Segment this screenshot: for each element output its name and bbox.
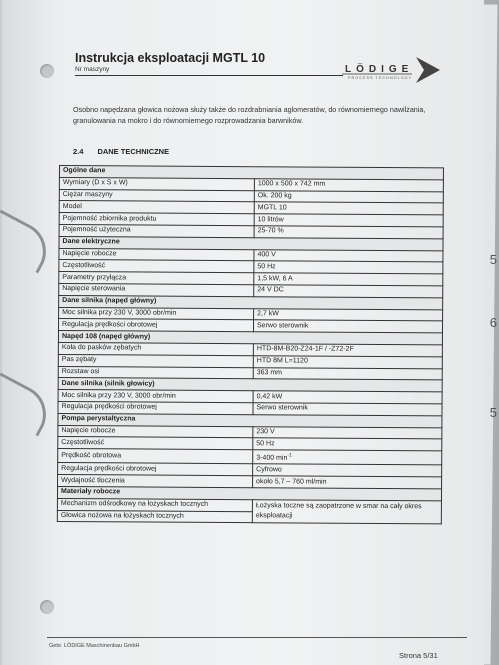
speed-unit-exponent: -1	[287, 452, 292, 459]
row-label: Częstotliwość	[59, 260, 254, 273]
row-label: Mechanizm odśrodkowy na łożyskach tocznych	[57, 498, 252, 511]
row-value: 400 V	[254, 249, 443, 262]
edge-mark: 5	[489, 252, 497, 267]
row-label: Napięcie sterowania	[59, 283, 254, 296]
row-label: Wymiary (D x S x W)	[59, 177, 254, 190]
row-label: Rozstaw osi	[58, 366, 253, 379]
section-motor-main: Dane silnika (napęd główny)	[59, 295, 443, 309]
row-value: HTD 8M L=1120	[253, 355, 442, 368]
edge-mark: 5	[489, 405, 497, 420]
row-value: 1,5 kW, 6 A	[254, 273, 443, 286]
section-title: DANE TECHNICZNE	[97, 147, 170, 156]
row-value: około 5,7 – 760 ml/min	[253, 476, 442, 489]
section-number: 2.4	[73, 147, 84, 156]
row-value: 1000 x 500 x 742 mm	[254, 178, 443, 191]
row-label: Model	[59, 201, 254, 214]
row-label: Częstotliwość	[58, 437, 253, 450]
row-label: Parametry przyłącza	[59, 272, 254, 285]
row-label: Moc silnika przy 230 V, 3000 obr/min	[59, 307, 254, 320]
row-value: Serwo sterownik	[253, 403, 442, 416]
footer-rule	[47, 637, 467, 638]
row-label: Pojemność zbiornika produktu	[59, 213, 254, 226]
row-value	[253, 450, 442, 465]
binder-ring	[0, 372, 56, 436]
speed-value: 3-400 min	[256, 454, 288, 462]
document-title: Instrukcja eksploatacji MGTL 10	[75, 51, 266, 65]
row-label: Napięcie robocze	[58, 425, 253, 438]
intro-paragraph: Osobno napędzana głowica nożowa służy także do rozdrabniania aglomeratów, do równomiernego nawilżania, granulowania na mokro i do równomiernego rozprowadzania barwników.	[73, 105, 426, 125]
technical-data-table	[57, 165, 444, 525]
row-label: Napięcie robocze	[59, 248, 254, 261]
row-value: 24 V DC	[254, 285, 443, 298]
machine-number-label: Nr maszyny	[75, 66, 110, 73]
row-label: Prędkość obrotowa	[58, 449, 253, 465]
document-page	[2, 0, 484, 665]
section-pump: Pompa perystaltyczna	[58, 413, 442, 427]
row-value: HTD-8M-B20-Z24-1F / -Z72-2F	[253, 344, 442, 357]
row-value: 0,42 kW	[253, 391, 442, 404]
row-value: 50 Hz	[254, 261, 443, 274]
header-rule	[75, 75, 343, 76]
punch-hole	[40, 600, 54, 614]
edge-mark: 6	[489, 315, 497, 330]
binder-ring	[0, 209, 56, 273]
row-label: Regulacja prędkości obrotowej	[58, 319, 253, 332]
row-value: 25-70 %	[254, 226, 443, 239]
row-value: Łożyska toczne są zaopatrzone w smar na cały okres eksploatacji	[252, 500, 441, 525]
footer-company: Gebr. LÖDIGE Maschinenbau GmbH	[49, 643, 140, 649]
row-label: Pojemność użyteczna	[59, 224, 254, 237]
section-drive-108: Napęd 108 (napęd główny)	[58, 331, 442, 345]
row-label: Moc silnika przy 230 V, 3000 obr/min	[58, 390, 253, 403]
logo-tagline: PROCESS TECHNOLOGY	[348, 76, 413, 80]
section-motor-head: Dane silnika (silnik głowicy)	[58, 378, 442, 392]
section-general: Ogólne dane	[59, 166, 443, 180]
row-label: Regulacja prędkości obrotowej	[58, 463, 253, 476]
row-label: Pas zębaty	[58, 354, 253, 367]
row-value: Serwo sterownik	[253, 320, 442, 333]
row-value: 2,7 kW	[254, 308, 443, 321]
row-value: 50 Hz	[253, 438, 442, 451]
row-value: 10 litrów	[254, 214, 443, 227]
logo-name: LÖDIGE	[345, 64, 414, 75]
lodige-logo	[342, 55, 442, 85]
section-heading	[73, 147, 183, 156]
row-label: Koła do pasków zębatych	[58, 342, 253, 355]
row-value: 230 V	[253, 426, 442, 439]
row-value: Ok. 200 kg	[254, 190, 443, 203]
section-materials: Materiały robocze	[57, 487, 441, 501]
page-number: Strona 5/31	[399, 651, 438, 660]
row-value: MGTL 10	[254, 202, 443, 215]
row-label: Regulacja prędkości obrotowej	[58, 401, 253, 414]
punch-hole	[40, 64, 54, 78]
row-label: Wydajność tłoczenia	[58, 475, 253, 488]
row-value: Cyfrowo	[253, 464, 442, 477]
row-label: Ciężar maszyny	[59, 189, 254, 202]
row-label: Głowica nożowa na łożyskach tocznych	[57, 510, 252, 523]
section-electrical: Dane elektryczne	[59, 236, 443, 250]
row-value: 363 mm	[253, 367, 442, 380]
